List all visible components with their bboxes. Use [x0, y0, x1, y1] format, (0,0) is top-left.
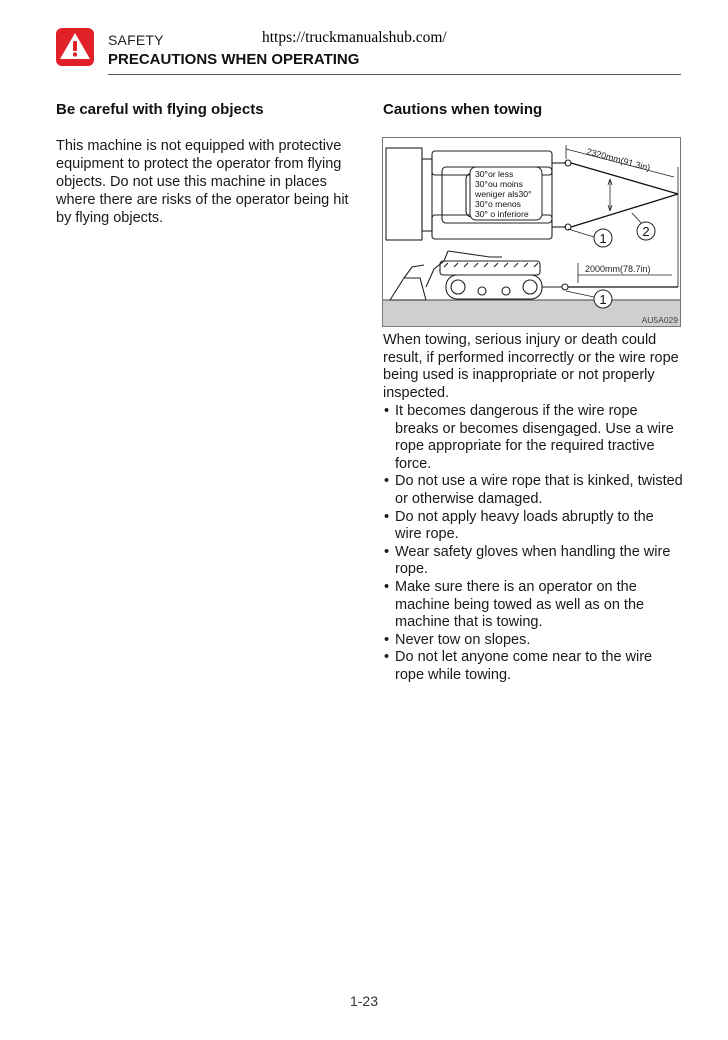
list-item: • Never tow on slopes.: [384, 631, 531, 648]
list-item: • It becomes dangerous if the wire rope breaks or becomes disengaged. Use a wire rope appropriate for the required tractive force.: [384, 403, 674, 472]
towing-illustration: [382, 137, 681, 327]
callout-3: 1: [599, 292, 607, 307]
page-number: 1-23: [349, 993, 379, 1009]
figure-code: AU5A029: [641, 315, 678, 325]
towing-cautions-list: [383, 403, 683, 685]
towing-heading: Cautions when towing: [383, 101, 543, 118]
page-header: [56, 26, 681, 76]
dim-side-label: 2000mm(78.7in): [585, 264, 651, 274]
list-item: • Do not use a wire rope that is kinked, twisted or otherwise damaged.: [384, 473, 683, 507]
flying-objects-paragraph: This machine is not equipped with protective equipment to protect the operator from flying objects. Do not use this machine in places where there are risks of the operator being hit by flying objects.: [56, 138, 349, 226]
section-label: SAFETY: [108, 32, 164, 48]
dim-top-label: 2320mm(91.3in): [585, 146, 652, 173]
source-url: https://truckmanualshub.com/: [262, 29, 447, 46]
towing-diagram: [382, 137, 681, 327]
page-title: PRECAUTIONS WHEN OPERATING: [108, 51, 360, 68]
warning-triangle-icon: [56, 28, 94, 66]
towing-intro: When towing, serious injury or death could result, if performed incorrectly or the wire rope being used is inappropriate or not properly inspected.: [383, 332, 679, 401]
callout-2: 2: [642, 224, 650, 239]
list-item: • Do not let anyone come near to the wire rope while towing.: [384, 649, 653, 683]
callout-1: 1: [599, 231, 607, 246]
angle-labels: 30°or less 30°ou moins weniger als30° 30°o menos 30° o inferiore: [475, 169, 532, 219]
list-item: • Make sure there is an operator on the machine being towed as well as on the machine that is towing.: [384, 578, 645, 631]
list-item: • Do not apply heavy loads abruptly to the wire rope.: [384, 508, 654, 543]
ground: [383, 300, 680, 326]
list-item: • Wear safety gloves when handling the wire rope.: [384, 543, 671, 578]
header-divider: [108, 74, 681, 75]
flying-objects-heading: Be careful with flying objects: [56, 101, 264, 118]
